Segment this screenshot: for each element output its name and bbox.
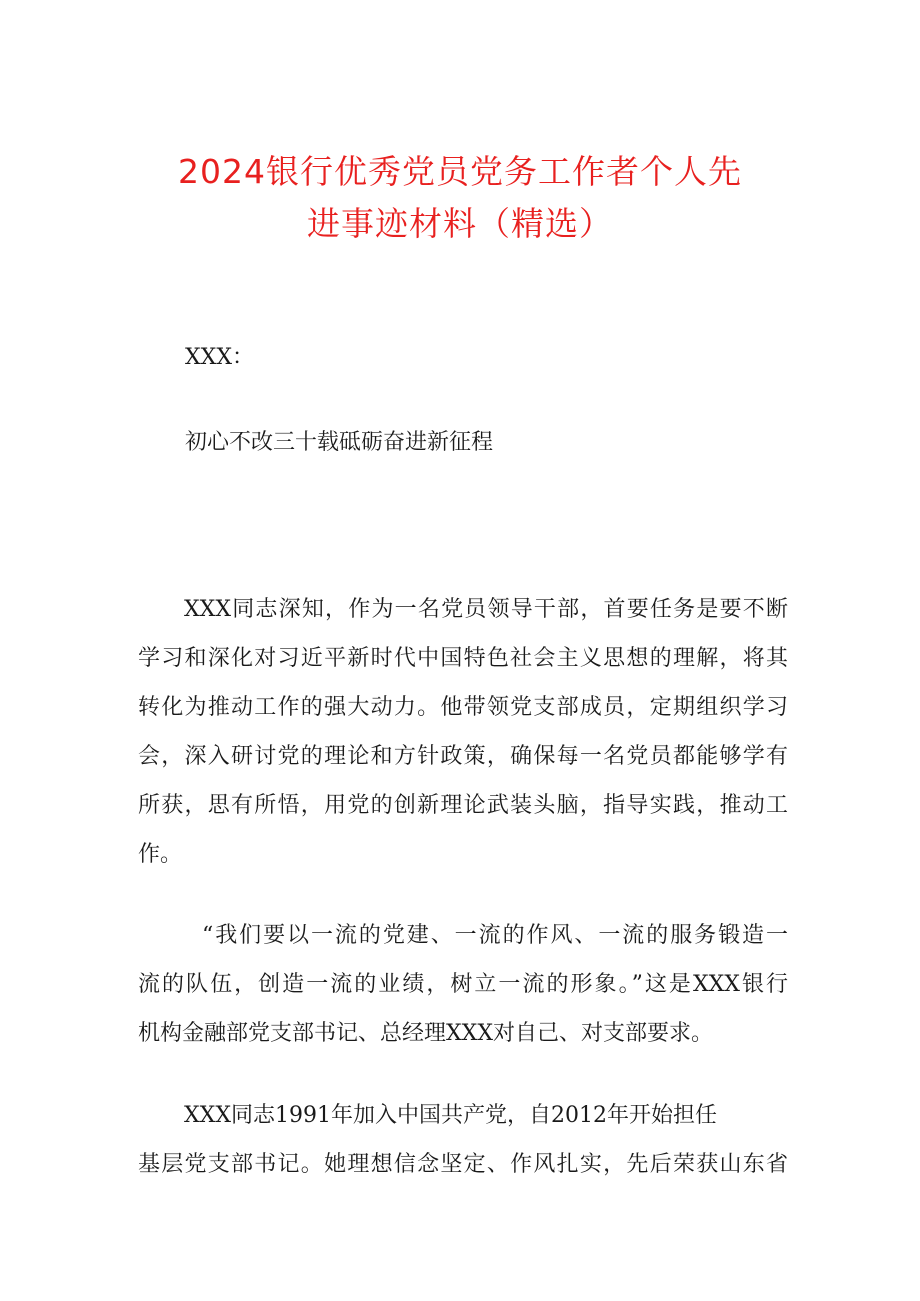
paragraph-1 (138, 585, 788, 879)
paragraph-2 (138, 911, 788, 1058)
document-title (130, 146, 790, 250)
paragraph-line: XXX同志1991年加入中国共产党，自2012年开始担任 (184, 1103, 717, 1128)
paragraph-line: 学习和深化对习近平新时代中国特色社会主义思想的理解，将其 (138, 646, 788, 671)
addressee: XXX： (185, 345, 254, 370)
paragraph-line: 转化为推动工作的强大动力。他带领党支部成员，定期组织学习 (138, 695, 788, 720)
paragraph-line: 会，深入研讨党的理论和方针政策，确保每一名党员都能够学有 (138, 744, 788, 769)
paragraph-line: “我们要以一流的党建、一流的作风、一流的服务锻造一 (202, 923, 788, 948)
paragraph-line: 作。 (138, 842, 183, 867)
paragraph-line: 机构金融部党支部书记、总经理XXX对自己、对支部要求。 (138, 1021, 713, 1046)
paragraph-line: 流的队伍，创造一流的业绩，树立一流的形象。”这是XXX银行 (138, 972, 788, 997)
paragraph-line: XXX同志深知，作为一名党员领导干部，首要任务是要不断 (184, 597, 788, 622)
paragraph-line: 基层党支部书记。她理想信念坚定、作风扎实，先后荣获山东省 (138, 1152, 788, 1177)
paragraph-3 (138, 1091, 788, 1189)
section-subtitle: 初心不改三十载砥砺奋进新征程 (185, 430, 494, 455)
paragraph-line: 所获，思有所悟，用党的创新理论武装头脑，指导实践，推动工 (138, 793, 788, 818)
title-line: 进事迹材料（精选） (307, 204, 613, 243)
title-line: 2024银行优秀党员党务工作者个人先 (178, 152, 742, 191)
